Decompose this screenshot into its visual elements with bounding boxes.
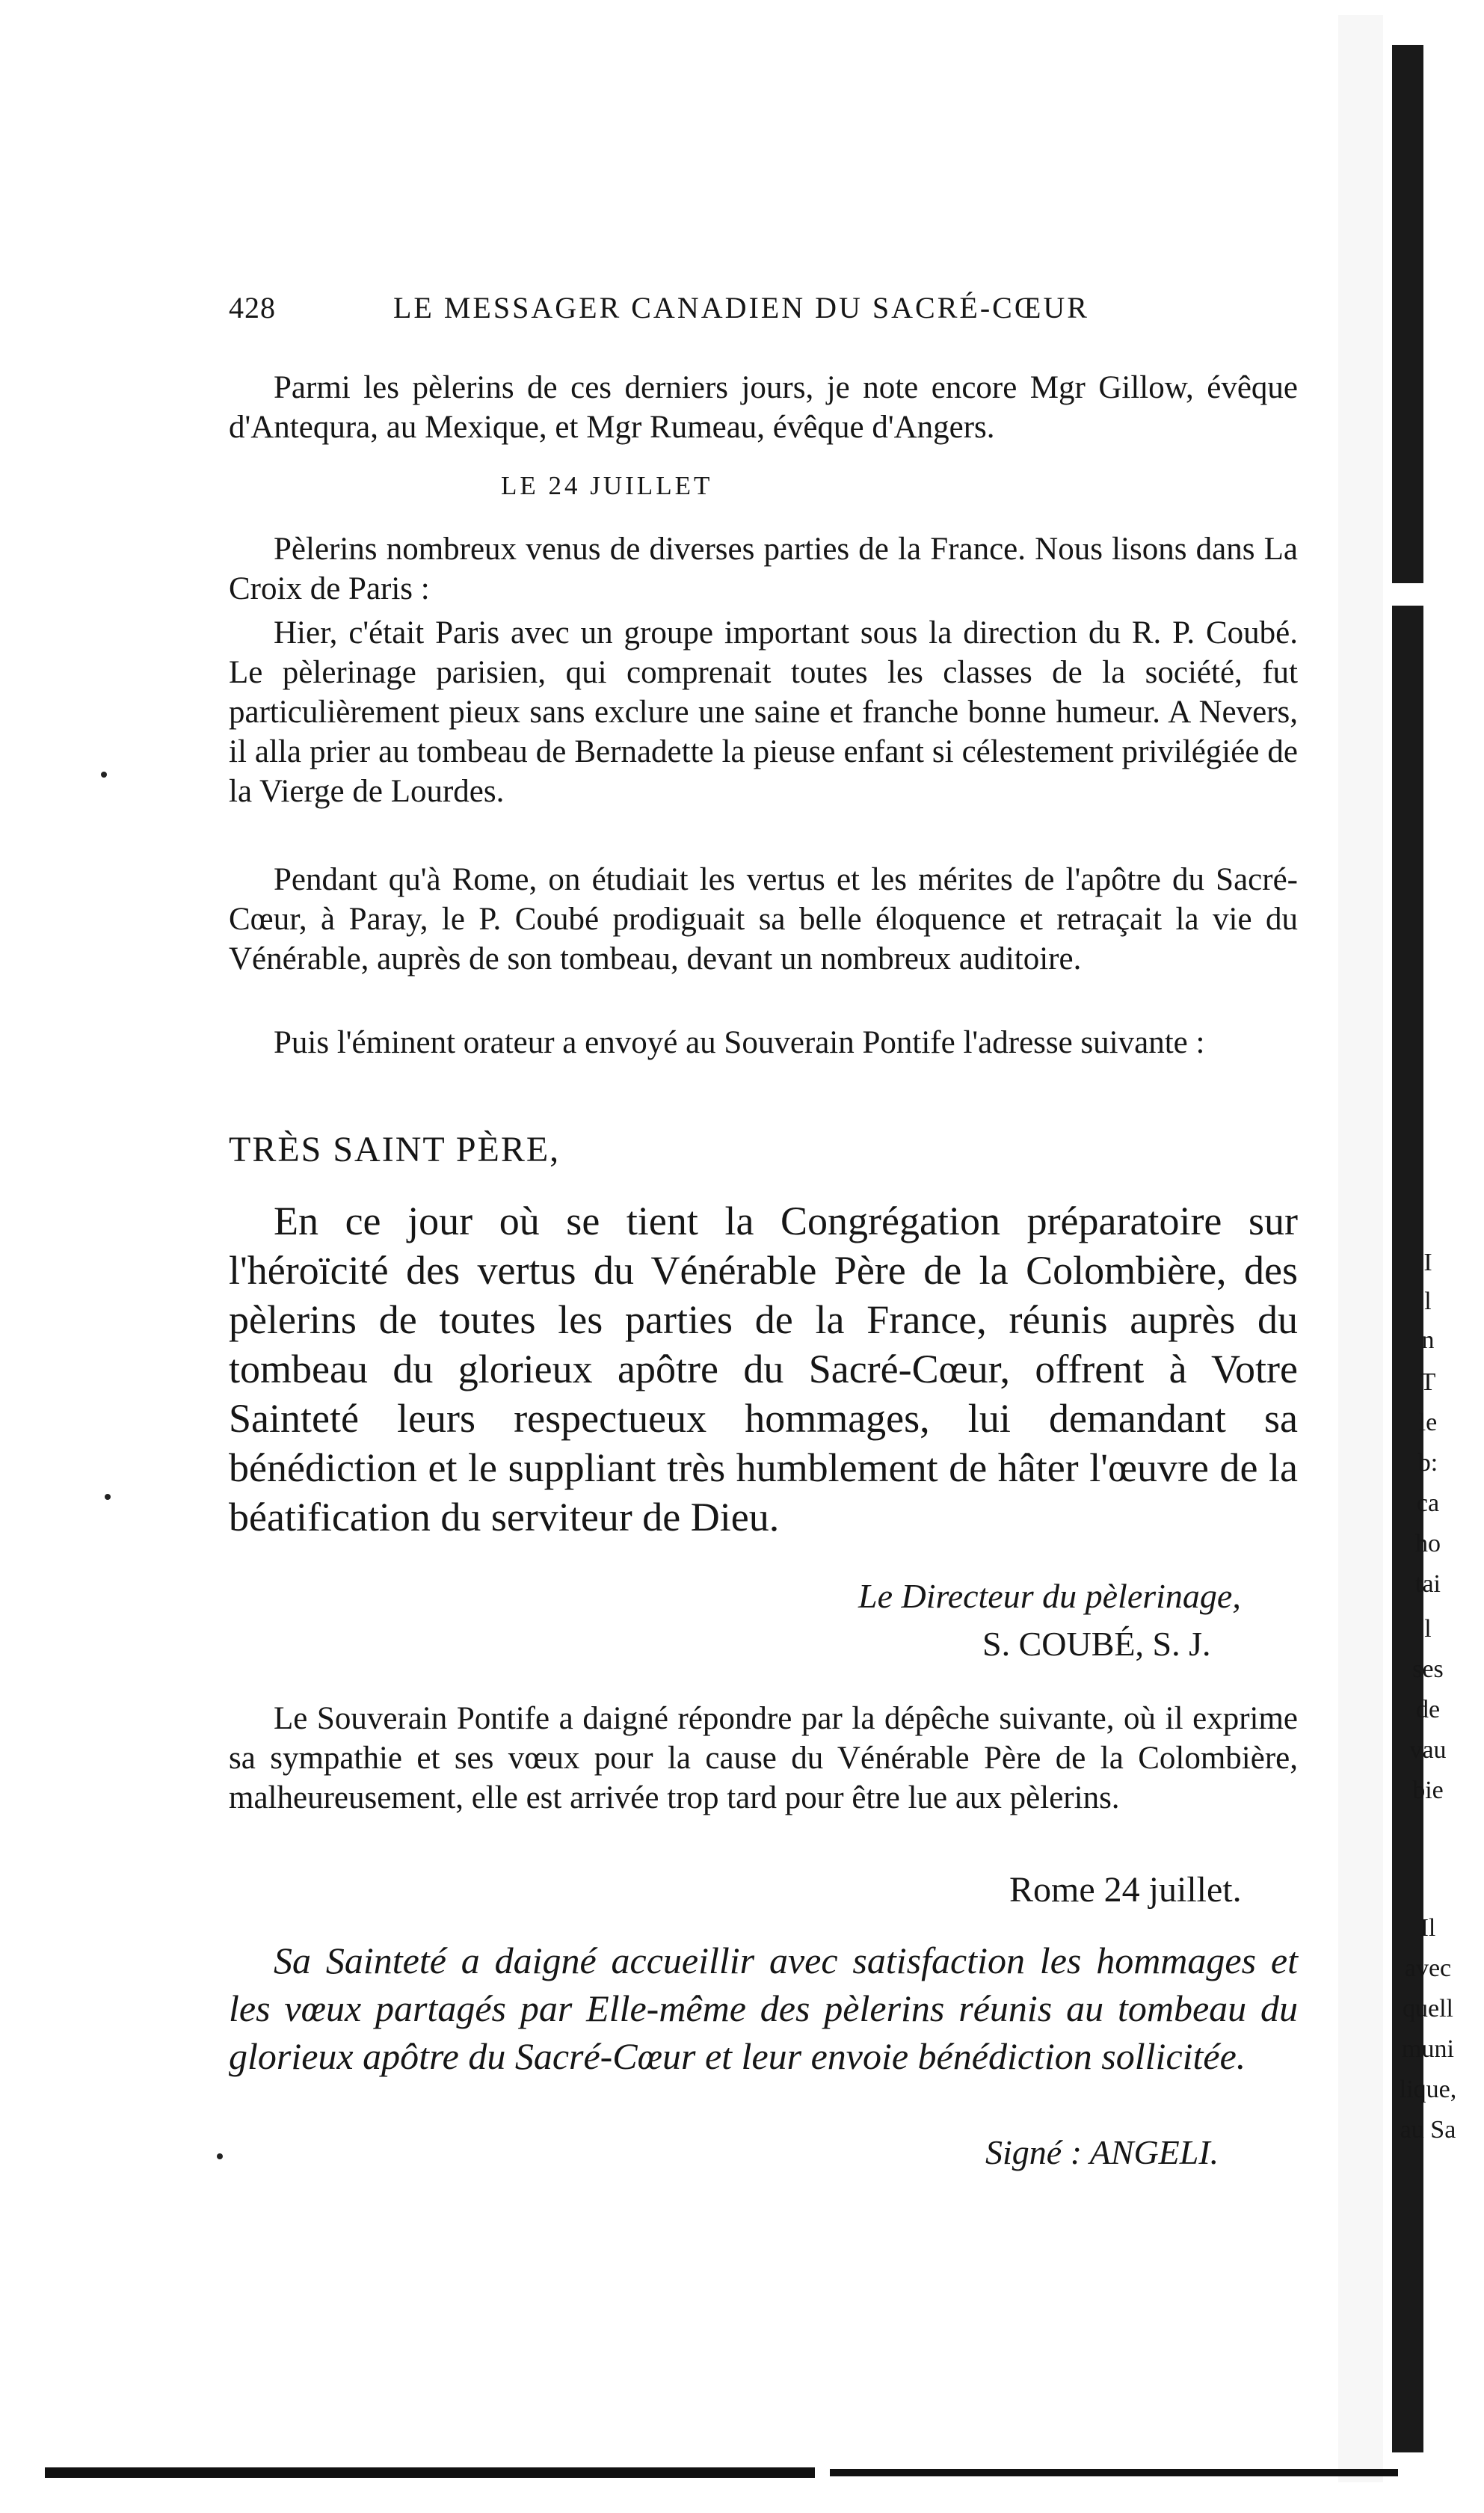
bleed-item: l	[1424, 1288, 1432, 1315]
bottom-rule	[830, 2469, 1398, 2476]
bottom-rule	[45, 2467, 815, 2478]
paragraph-pilgrims-text: Pèlerins nombreux venus de diverses parties de la France. Nous lisons dans La Croix de Paris :	[229, 532, 1298, 606]
bleed-item: I	[1423, 1249, 1432, 1276]
signature-name: S. COUBÉ, S. J.	[982, 1625, 1211, 1663]
bleed-item: tai	[1415, 1570, 1441, 1598]
bleed-item: de	[1415, 1696, 1441, 1723]
date-heading: LE 24 JUILLET	[501, 471, 713, 500]
speck	[217, 2153, 223, 2159]
bleed-item: l	[1424, 1615, 1432, 1643]
bleed-item: avec	[1404, 1954, 1452, 1982]
bleed-item: quell	[1403, 1995, 1453, 2023]
intro-paragraph: Parmi les pèlerins de ces derniers jours, je note encore Mgr Gillow, évêque d'Antequra, au Mexique, et Mgr Rumeau, évêque d'Angers.	[229, 370, 1298, 445]
address-body: En ce jour où se tient la Congrégation préparatoire sur l'héroïcité des vertus du Vénérable Père de la Colombière, des pèlerins de toutes les parties de la France, réunis auprès du tombeau du glorieux apôtre du Sacré-Cœur, offrent à Votre Sainteté leurs respectueux hommages, lui demandant sa bénédiction et le suppliant très humblement de hâter l'œuvre de la béatification du serviteur de Dieu.	[229, 1199, 1298, 1540]
telegram-text: Sa Sainteté a daigné accueillir avec satisfaction les hommages et les vœux partagés par Elle-même des pèlerins réunis au tombeau du glorieux apôtre du Sacré-Cœur et leur envoie bénédiction sollicitée.	[229, 1940, 1298, 2077]
bleed-item: ses	[1412, 1655, 1444, 1683]
dateline: Rome 24 juillet.	[1009, 1870, 1242, 1910]
bleed-item: muni	[1402, 2035, 1454, 2063]
bleed-item: b:	[1417, 1449, 1438, 1477]
bleed-item: le	[1418, 1409, 1438, 1436]
response-intro: Le Souverain Pontife a daigné répondre par la dépêche suivante, où il exprime sa sympathie et ses vœux pour la cause du Vénérable Père de la Colombière, malheureusement, elle est arrivée trop tard pour être lue aux pèlerins.	[229, 1701, 1298, 1815]
salutation: TRÈS SAINT PÈRE,	[229, 1130, 561, 1169]
running-header	[229, 290, 1275, 335]
page-number: 428	[229, 291, 276, 324]
bleed-item: bie	[1412, 1777, 1444, 1804]
paragraph-pilgrims	[229, 529, 1298, 609]
bleed-item: lique,	[1399, 2076, 1457, 2103]
speck	[101, 772, 107, 778]
bleed-item: vau	[1409, 1736, 1447, 1764]
journal-title: LE MESSAGER CANADIEN DU SACRÉ-CŒUR	[393, 291, 1089, 324]
bleed-item: au Sa	[1400, 2116, 1456, 2144]
bleed-item: n	[1421, 1326, 1435, 1354]
binding-edge-gap	[1392, 583, 1423, 606]
telegram-signature: Signé : ANGELI.	[985, 2133, 1219, 2171]
paragraph-rome: Pendant qu'à Rome, on étudiait les vertus et les mérites de l'apôtre du Sacré-Cœur, à Paray, le P. Coubé prodiguait sa belle éloquence et retraçait la vie du Vénérable, auprès de son tombeau, devant un nombreux auditoire.	[229, 862, 1298, 976]
speck	[105, 1494, 111, 1500]
bleed-item: T	[1420, 1368, 1436, 1396]
bleed-item: ho	[1415, 1530, 1441, 1557]
paragraph-adresse: Puis l'éminent orateur a envoyé au Souverain Pontife l'adresse suivante :	[274, 1025, 1205, 1060]
paragraph-paris: Hier, c'était Paris avec un groupe important sous la direction du R. P. Coubé. Le pèlerinage parisien, qui comprenait toutes les classes de la société, fut particulièrement pieux sans exclure une saine et franche bonne humeur. A Nevers, il alla prier au tombeau de Bernadette la pieuse enfant si célestement privilégiée de la Vierge de Lourdes.	[229, 615, 1298, 809]
signature-title: Le Directeur du pèlerinage,	[858, 1577, 1241, 1615]
bleed-item: Il	[1420, 1914, 1436, 1942]
bleed-item: ca	[1416, 1489, 1440, 1517]
